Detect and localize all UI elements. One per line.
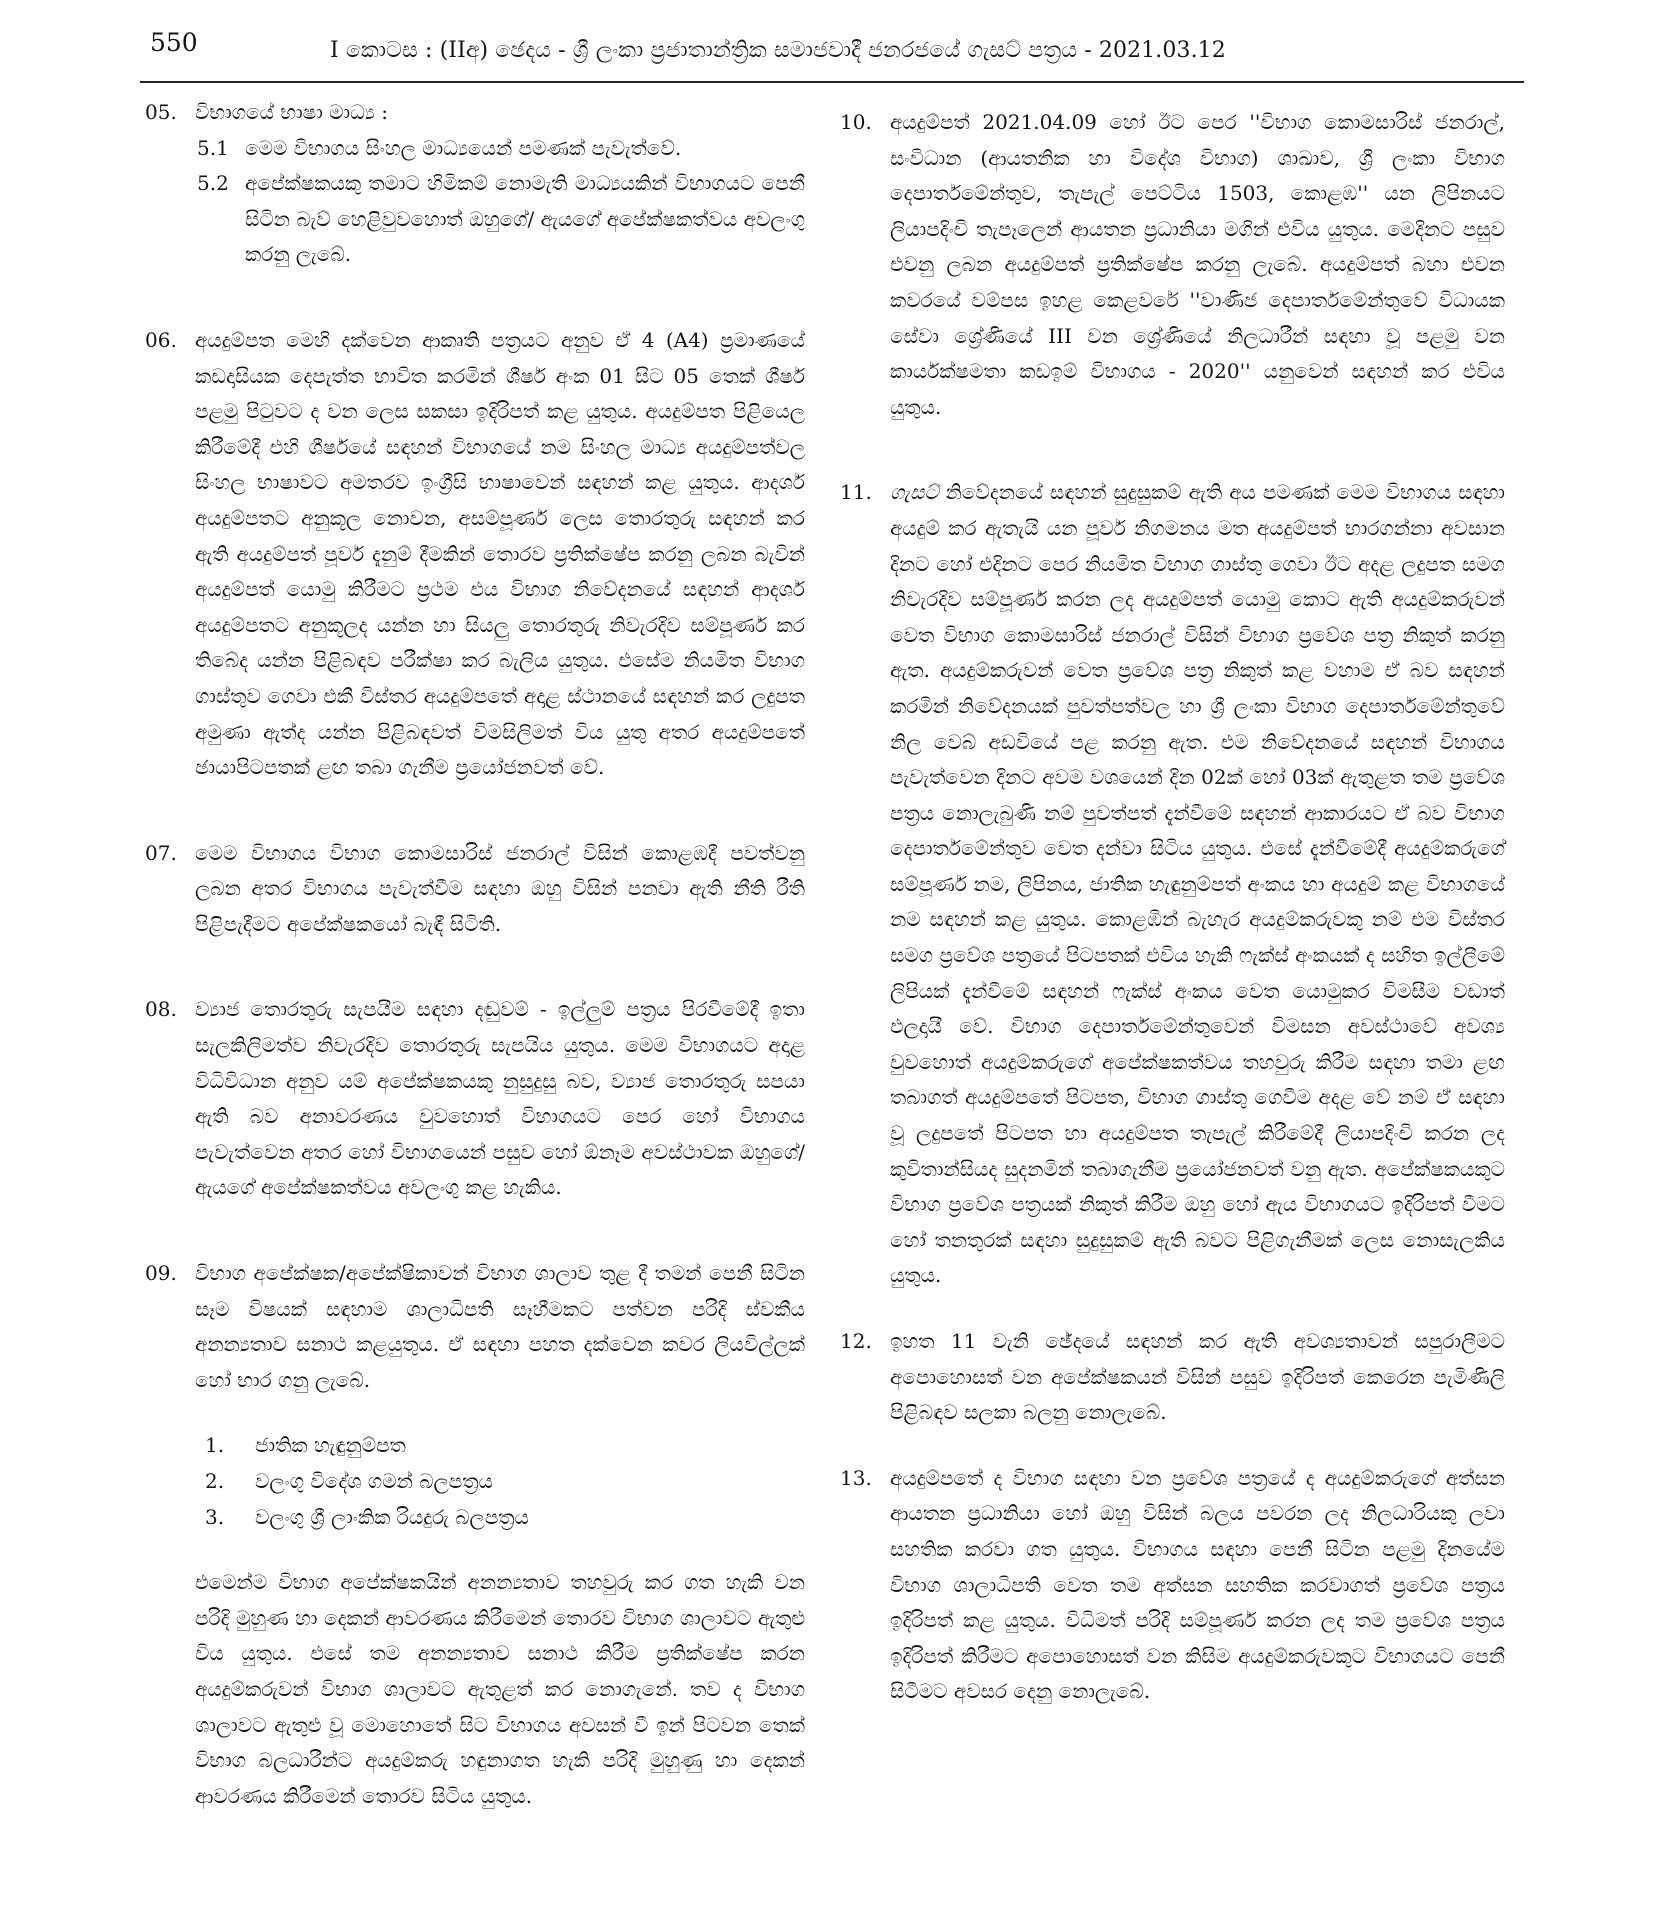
paragraph-title: විභාගයේ භාෂා මාධ්‍ය : [195, 100, 388, 124]
page-number: 550 [150, 28, 198, 57]
subparagraph-5-1 [145, 131, 805, 167]
subparagraph-number: 5.1 [197, 135, 229, 160]
paragraph-text: විභාග අපේක්ෂක/අපේක්ෂිකාවන් විභාග ශාලාව තුළ දී තමන් පෙනී සිටින සෑම විෂයක් සඳහාම ශාලාධිපති සෑහීමකට පත්වන පරිදි ස්වකීය අනන්‍යතාව සනාථ කළයුතුය. ඒ සඳහා පහත දක්වෙන කවර ලියවිල්ලක් හෝ භාර ගනු ලැබේ. [195, 1261, 805, 1392]
paragraph-number: 10. [840, 110, 872, 134]
left-column [145, 95, 805, 1814]
paragraph-text: අයදුම්පත් 2021.04.09 හෝ ඊට පෙර ''විභාග කොමසාරිස් ජනරාල්, සංවිධාන (ආයතනික හා විදේශ විභාග) ශාඛාව, ශ්‍රී ලංකා විභාග දෙපාර්තමේන්තුව, තැපැල් පෙට්ටිය 1503, කොළඹ'' යන ලිපිනයට ලියාපදිංචි තැපෑලෙන් ආයතන ප්‍රධානියා මගින් එවිය යුතුය. මෙදිනට පසුව එවනු ලබන අයදුම්පත් ප්‍රතික්ෂේප කරනු ලැබේ. අයදුම්පත් බහා එවන කවරයේ වම්පස ඉහළ කෙළවරේ ''වාණිජ දෙපාර්තමේන්තුවේ විධායක සේවා ශ්‍රේණියේ III වන ශ්‍රේණියේ නිලධාරීන් සඳහා වූ පළමු වන කාර්යක්ෂමතා කඩඉම් විභාගය - 2020'' යනුවෙන් සඳහන් කර එවිය යුතුය. [890, 110, 1505, 419]
subparagraph-text: අපේක්ෂකයකු තමාට හිමිකම් නොමැති මාධ්‍යයකින් විභාගයට පෙනී සිටින බැව් හෙළිවුවහොත් ඔහුගේ/ ඇයගේ අපේක්ෂකත්වය අවලංගු කරනු ලැබේ. [245, 171, 805, 267]
paragraph-text: ව්‍යාජ තොරතුරු සැපයීම සඳහා දඬුවම් - ඉල්ලුම් පත්‍රය පිරවීමේදී ඉතා සැලකිලිමත්ව නිවැරදිව තොරතුරු සැපයිය යුතුය. මෙම විභාගයට අදාළ විධිවිධාන අනුව යම් අපේක්ෂකයකු නුසුදුසු බව, ව්‍යාජ තොරතුරු සපයා ඇති බව අනාවරණය වුවහොත් විභාගයට පෙර හෝ විභාගය පැවැත්වෙන අතර හෝ විභාගයෙන් පසුව හෝ ඕනෑම අවස්ථාවක ඔහුගේ/ඇයගේ අපේක්ෂකත්වය අවලංගු කළ හැකිය. [195, 997, 805, 1200]
list-number: 2. [205, 1469, 225, 1493]
header-rule [140, 81, 1524, 83]
paragraph-text: මෙම විභාගය විභාග කොමසාරිස් ජනරාල් විසින් කොළඹදී පවත්වනු ලබන අතර විභාගය පැවැත්වීම සඳහා ඔහු විසින් පනවා ඇති නීති රීති පිළිපැදීමට අපේක්ෂකයෝ බැඳී සිටිති. [195, 840, 805, 936]
running-head: I කොටස : (IIඅ) ඡෙදය - ශ්‍රී ලංකා ප්‍රජාතාන්ත්‍රික සමාජවාදී ජනරජයේ ගැසට් පත්‍රය - 2021.03.12 [330, 38, 1226, 63]
paragraph-13 [840, 1461, 1505, 1710]
list-text: වලංගු විදේශ ගමන් බලපත්‍රය [255, 1469, 493, 1493]
paragraph-number: 07. [145, 840, 177, 865]
subparagraph-5-2 [145, 166, 805, 273]
paragraph-11 [840, 475, 1505, 1294]
id-document-item [145, 1500, 805, 1536]
list-number: 1. [205, 1433, 225, 1458]
paragraph-text: නිවේදනයේ සඳහන් සුදුසුකම් ඇති අය පමණක් මෙම විභාගය සඳහා අයදුම් කර ඇතැයි යන පූර්ව නිගමනය මත අයදුම්පත් භාරගන්නා අවසාන දිනට හෝ එදිනට පෙර නියමිත විභාග ගාස්තු ගෙවා ඊට අදළ ලදුපත සමග නිවැරදිව සම්පූර්ණ කරන ලද අයදුම්පත් යොමු කොට ඇති අයදුම්කරුවන් වෙත විභාග කොමසාරිස් ජනරාල් විසින් විභාග ප්‍රවේශ පත්‍ර නිකුත් කරනු ඇත. අයදුම්කරුවන් වෙත ප්‍රවේශ පත්‍ර නිකුත් කළ වහාම ඒ බව සඳහන් කරමින් නිවේදනයක් පුවත්පත්වල හා ශ්‍රී ලංකා විභාග දෙපාර්තමේන්තුවේ නිල වෙබ් අඩවියේ පළ කරනු ඇත. එම නිවේදනයේ සඳහන් විභාගය පැවැත්වෙන දිනට අවම වශයෙන් දින 02ක් හෝ 03ක් ඇතුළත තම ප්‍රවේශ පත්‍රය නොලැබුණි නම් පුවත්පත් දැන්වීමේ සඳහන් ආකාරයට ඒ බව විභාග දෙපාර්තමේන්තුව වෙත දන්වා සිටිය යුතුය. එසේ දැන්වීමේදී අයදුම්කරුගේ සම්පූර්ණ නම, ලිපිනය, ජාතික හැඳුනුම්පත් අංකය හා අයදුම් කළ විභාගයේ නම සඳහන් කළ යුතුය. කොළඹින් බැහැර අයදුම්කරුවකු නම් එම විස්තර සමග ප්‍රවේශ පත්‍රයේ පිටපතක් එවිය හැකි ෆැක්ස් අංකයක් ද සහිත ඉල්ලීමේ ලිපියක් දැන්වීමේ සඳහන් ෆැක්ස් අංකය වෙත යොමුකර විමසීම වඩාත් ඵලදායී වේ. විභාග දෙපාර්තමේන්තුවෙන් විමසන අවස්ථාවේ අවශ්‍ය වුවහොත් අයදුම්කරුගේ අපේක්ෂකත්වය තහවුරු කිරීම සඳහා තමා ළඟ තබාගත් අයදුම්පතේ පිටපත, විභාග ගාස්තු ගෙවීම අදළ වේ නම් ඒ සඳහා වූ ලදුපතේ පිටපත හා අයදුම්පත තැපැල් කිරීමේදී ලියාපදිංචි කරන ලද කුවිතාන්සියද සුදනමින් තබාගැනීම ප්‍රයෝජනවත් වනු ඇත. අපේක්ෂකයකුට විභාග ප්‍රවේශ පත්‍රයක් නිකුත් කිරීම ඔහු හෝ ඇය විභාගයට ඉදිරිපත් වීමට හෝ තනතුරක් සඳහා සුදුසුකම් ඇති බවට පිළිගැනීමක් ලෙස නොසැලකිය යුතුය. [890, 480, 1505, 1288]
paragraph-number: 09. [145, 1261, 177, 1286]
paragraph-number: 12. [840, 1329, 872, 1353]
list-text: වලංගු ශ්‍රී ලාංකික රියදුරු බලපත්‍රය [255, 1504, 529, 1529]
paragraph-number: 13. [840, 1465, 872, 1490]
list-text: ජාතික හැඳුනුම්පත [255, 1433, 406, 1458]
paragraph-10 [840, 105, 1505, 425]
paragraph-05 [145, 95, 805, 131]
paragraph-12 [840, 1324, 1505, 1431]
paragraph-text: අයදුම්පතේ ද විභාග සඳහා වන ප්‍රවේශ පත්‍රයේ ද අයදුම්කරුගේ අත්සන ආයතන ප්‍රධානියා හෝ ඔහු විසින් බලය පවරන ලද නිලධාරියකු ලවා සහතික කරවා ගත යුතුය. විභාගය සඳහා පෙනී සිටින පළමු දිනයේම විභාග ශාලාධිපති වෙත තම අත්සන සහතික කරවාගත් ප්‍රවේශ පත්‍රය ඉදිරිපත් කළ යුතුය. විධිමත් පරිදි සම්පූර්ණ කරන ලද තම ප්‍රවේශ පත්‍රය ඉදිරිපත් කිරීමට අපොහොසත් වන කිසිම අයදුම්කරුවකුට විභාගයට පෙනී සිටීමට අවසර දෙනු නොලැබේ. [890, 1465, 1505, 1704]
paragraph-text: අයදුම්පත මෙහි දක්වෙන ආකෘති පත්‍රයට අනුව ඒ 4 (A4) ප්‍රමාණයේ කඩදාසියක දෙපැත්ත භාවිත කරමින් ශීර්ෂ අංක 01 සිට 05 තෙක් ශීර්ෂ පළමු පිටුවට ද වන ලෙස සකසා ඉදිරිපත් කළ යුතුය. අයදුම්පත පිළියෙල කිරීමේදී එහි ශීර්ෂයේ සඳහන් විභාගයේ නම සිංහල මාධ්‍ය අයදුම්පත්වල සිංහල භාෂාවට අමතරව ඉංග්‍රීසි භාෂාවෙන් සඳහන් කළ යුතුය. ආදර්ශ අයදුම්පතට අනුකූල නොවන, අසම්පූර්ණ ලෙස තොරතුරු සඳහන් කර ඇති අයදුම්පත් පූර්ව දැනුම් දීමකින් තොරව ප්‍රතික්ෂේප කරනු ලබන බැවින් අයදුම්පත් යොමු කිරීමට ප්‍රථම එය විභාග නිවේදනයේ සඳහන් ආදර්ශ අයදුම්පතට අනුකූලද යන්න හා සියලු තොරතුරු නිවැරදිව සම්පූර්ණ කර තිබේද යන්න පිළිබඳව පරීක්ෂා කර බැලිය යුතුය. එසේම නියමිත විභාග ගාස්තුව ගෙවා එකී විස්තර අයදුම්පතේ අදාළ ස්ථානයේ සඳහන් කර ලදුපත අමුණා ඇත්ද යන්න පිළිබඳවත් විමසිලිමත් විය යුතු අතර අයදුම්පතේ ඡායාපිටපතක් ළඟ තබා ගැනීම ප්‍රයෝජනවත් වේ. [195, 327, 805, 780]
paragraph-number: 05. [145, 100, 177, 124]
paragraph-number: 08. [145, 997, 177, 1022]
right-column [840, 95, 1505, 1710]
paragraph-08 [145, 992, 805, 1206]
subparagraph-text: මෙම විභාගය සිංහල මාධ්‍යයෙන් පමණක් පැවැත්වේ. [245, 135, 682, 160]
paragraph-07 [145, 836, 805, 943]
paragraph-09-continuation: එමෙන්ම විභාග අපේක්ෂකයින් අනන්‍යතාව තහවුරු කර ගත හැකි වන පරිදි මුහුණ හා දෙකන් ආවරණය කිරීමෙන් තොරව විභාග ශාලාවට ඇතුළු විය යුතුය. එසේ තම අනන්‍යතාව සනාථ කිරීම ප්‍රතික්ෂේප කරන අයදුම්කරුවන් විභාග ශාලාවට ඇතුළත් කර නොගැනේ. තව ද විභාග ශාලාවට ඇතුළු වූ මොහොතේ සිට විභාගය අවසන් වී ඉන් පිටවන තෙක් විභාග බලධාරීන්ට අයදුම්කරු හඳුනාගත හැකි පරිදි මුහුණු හා දෙකන් ආවරණය කිරීමෙන් තොරව සිටිය යුතුය. [195, 1570, 805, 1808]
paragraph-number: 11. [840, 480, 872, 505]
list-number: 3. [205, 1504, 225, 1529]
subparagraph-number: 5.2 [197, 171, 229, 196]
id-document-item [145, 1428, 805, 1464]
paragraph-09 [145, 1256, 805, 1398]
paragraph-text: ඉහත 11 වැනි ඡේදයේ සඳහන් කර ඇති අවශ්‍යතාවන් සපුරාලීමට අපොහොසත් වන අපේක්ෂකයන් විසින් පසුව ඉදිරිපත් කෙරෙන පැමිණිලි පිළිබඳව සලකා බලනු නොලැබේ. [890, 1329, 1505, 1425]
gazette-italic-word: ගැසට් [890, 480, 939, 505]
paragraph-06 [145, 323, 805, 786]
paragraph-number: 06. [145, 327, 177, 352]
id-document-item [145, 1464, 805, 1500]
